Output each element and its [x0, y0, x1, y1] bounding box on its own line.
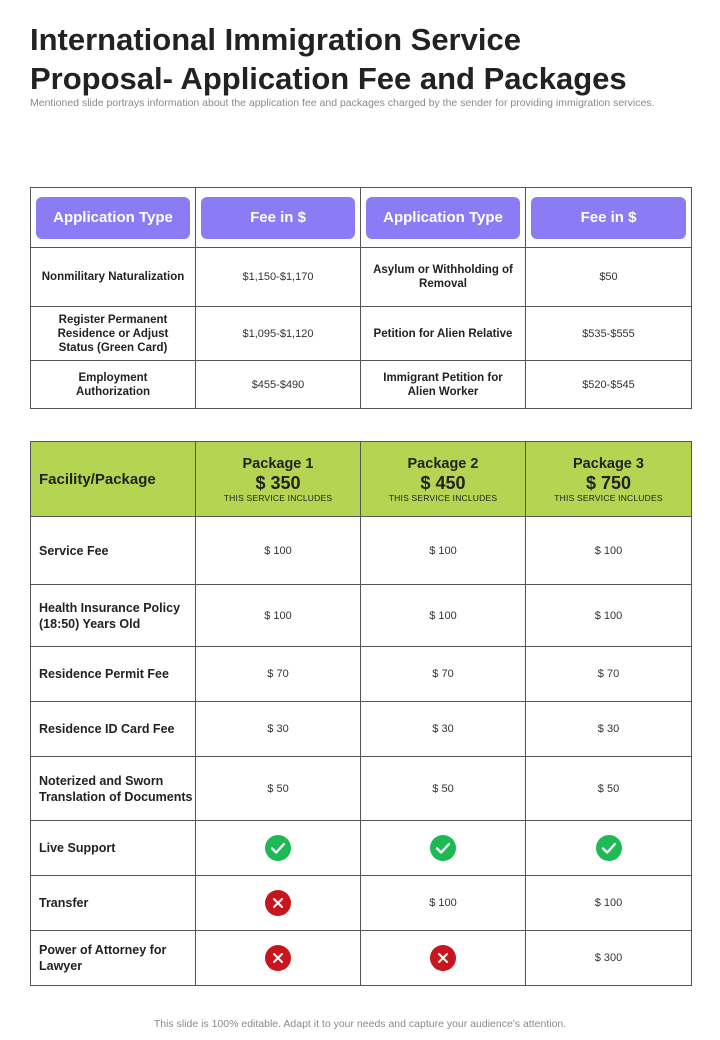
table-row: [31, 248, 692, 307]
package-cell: [196, 931, 361, 986]
facility-label-cell: Residence ID Card Fee: [31, 702, 196, 757]
facility-label-cell: Health Insurance Policy (18:50) Years Old: [31, 585, 196, 647]
package-value-cell: $ 30: [361, 702, 526, 757]
package-value-cell: $ 30: [526, 702, 692, 757]
facility-label-cell: Power of Attorney for Lawyer: [31, 931, 196, 986]
package-header-1: [196, 442, 361, 517]
page-subtitle: Mentioned slide portrays information about the application fee and packages charged by the sender for providing immigration services.: [30, 97, 655, 109]
fee-value-cell: $535-$555: [526, 307, 692, 361]
table-row: [31, 757, 692, 821]
fee-type-cell: Petition for Alien Relative: [361, 307, 526, 361]
footer-note: This slide is 100% editable. Adapt it to your needs and capture your audience's attention.: [153, 1018, 567, 1030]
facility-package-header: Facility/Package: [31, 442, 196, 517]
page-title-line-2: Proposal- Application Fee and Packages: [30, 61, 627, 96]
package-value-cell: $ 30: [196, 702, 361, 757]
fee-value-cell: $455-$490: [196, 361, 361, 409]
facility-label-cell: Live Support: [31, 821, 196, 876]
package-value-cell: $ 100: [196, 517, 361, 585]
check-icon: [430, 835, 456, 861]
package-name: Package 1: [242, 455, 314, 472]
facility-label-cell: Transfer: [31, 876, 196, 931]
fee-value-cell: $1,095-$1,120: [196, 307, 361, 361]
package-value-cell: $ 300: [526, 931, 692, 986]
package-value-cell: $ 100: [196, 585, 361, 647]
package-value-cell: $ 50: [526, 757, 692, 821]
cross-icon: [265, 945, 291, 971]
package-note: THIS SERVICE INCLUDES: [388, 492, 498, 503]
package-price: $ 350: [255, 472, 301, 493]
fee-header-fee-1: Fee in $: [201, 197, 355, 239]
package-cell: [361, 821, 526, 876]
package-cell: [196, 876, 361, 931]
facility-label-cell: Service Fee: [31, 517, 196, 585]
check-icon: [265, 835, 291, 861]
check-icon: [596, 835, 622, 861]
fee-value-cell: $1,150-$1,170: [196, 248, 361, 307]
package-value-cell: $ 50: [196, 757, 361, 821]
package-header-2: [361, 442, 526, 517]
package-header-3: [526, 442, 692, 517]
package-price: $ 750: [585, 472, 632, 493]
package-note: THIS SERVICE INCLUDES: [554, 492, 663, 503]
table-row: [31, 361, 692, 409]
fee-type-cell: Employment Authorization: [31, 361, 196, 409]
fee-value-cell: $50: [526, 248, 692, 307]
package-table-body: [31, 517, 692, 986]
package-cell: [196, 821, 361, 876]
package-note: THIS SERVICE INCLUDES: [223, 492, 333, 503]
table-row: [31, 647, 692, 702]
facility-label-cell: Residence Permit Fee: [31, 647, 196, 702]
page-title: [30, 20, 690, 98]
application-fee-table: [30, 187, 692, 409]
cross-icon: [430, 945, 456, 971]
page-title-line-1: International Immigration Service: [30, 22, 521, 57]
package-value-cell: $ 70: [526, 647, 692, 702]
fee-value-cell: $520-$545: [526, 361, 692, 409]
package-value-cell: $ 100: [361, 876, 526, 931]
table-row: [31, 821, 692, 876]
fee-header-cell: [526, 188, 692, 248]
fee-header-application-type-1: Application Type: [36, 197, 190, 239]
fee-table-header-row: [31, 188, 692, 248]
fee-type-cell: Nonmilitary Naturalization: [31, 248, 196, 307]
table-row: [31, 702, 692, 757]
package-value-cell: $ 70: [196, 647, 361, 702]
package-price: $ 450: [420, 472, 466, 493]
fee-header-fee-2: Fee in $: [531, 197, 686, 239]
package-name: Package 3: [573, 455, 644, 472]
facility-label-cell: Noterized and Sworn Translation of Documents: [31, 757, 196, 821]
table-row: [31, 585, 692, 647]
package-cell: [361, 931, 526, 986]
fee-type-cell: Register Permanent Residence or Adjust Status (Green Card): [31, 307, 196, 361]
fee-header-application-type-2: Application Type: [366, 197, 520, 239]
fee-header-cell: [196, 188, 361, 248]
table-row: [31, 931, 692, 986]
package-comparison-table: [30, 441, 692, 986]
package-value-cell: $ 50: [361, 757, 526, 821]
fee-header-cell: [31, 188, 196, 248]
package-value-cell: $ 100: [361, 517, 526, 585]
table-row: [31, 517, 692, 585]
package-header-row: [31, 442, 692, 517]
fee-type-cell: Immigrant Petition for Alien Worker: [361, 361, 526, 409]
package-value-cell: $ 100: [526, 876, 692, 931]
package-value-cell: $ 100: [526, 517, 692, 585]
fee-header-cell: [361, 188, 526, 248]
package-value-cell: $ 100: [526, 585, 692, 647]
table-row: [31, 876, 692, 931]
cross-icon: [265, 890, 291, 916]
package-cell: [526, 821, 692, 876]
package-name: Package 2: [407, 455, 479, 472]
table-row: [31, 307, 692, 361]
package-value-cell: $ 70: [361, 647, 526, 702]
package-value-cell: $ 100: [361, 585, 526, 647]
fee-type-cell: Asylum or Withholding of Removal: [361, 248, 526, 307]
